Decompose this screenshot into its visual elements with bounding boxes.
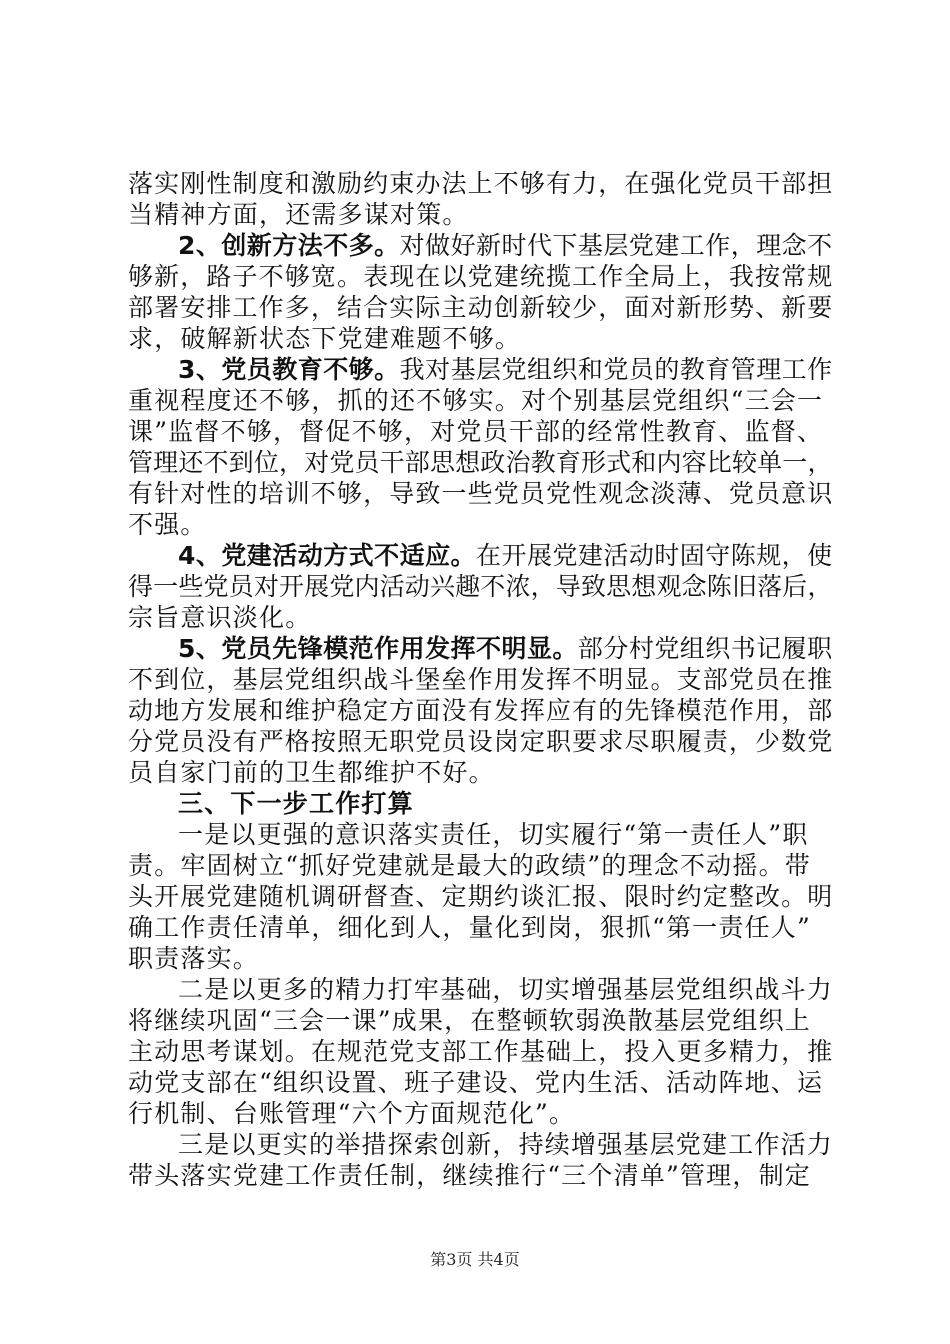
paragraph-line — [128, 943, 833, 974]
paragraph-line — [128, 1098, 833, 1129]
paragraph-line — [128, 447, 833, 478]
paragraph-text: 动党支部在“组织设置、班子建设、党内生活、活动阵地、运 — [128, 1068, 824, 1097]
paragraph-text: 落实刚性制度和激励约束办法上不够有力，在强化党员干部担 — [128, 169, 834, 198]
paragraph-text: 带头落实党建工作责任制，继续推行“三个清单”管理，制定 — [128, 1161, 811, 1190]
paragraph-line — [128, 695, 833, 726]
paragraph-line — [128, 664, 833, 695]
paragraph-line — [128, 912, 833, 943]
paragraph-text: 不强。 — [128, 510, 207, 539]
paragraph-text: 确工作责任清单，细化到人，量化到岗，狠抓“第一责任人” — [128, 913, 811, 942]
paragraph-line — [128, 199, 833, 230]
paragraph-line — [128, 1129, 833, 1160]
paragraph-line — [128, 323, 833, 354]
paragraph-text: 我对基层党组织和党员的教育管理工作 — [399, 355, 833, 384]
paragraph-line — [128, 819, 833, 850]
paragraph-line — [128, 385, 833, 416]
paragraph-text: 三是以更实的举措探索创新，持续增强基层党建工作活力 — [178, 1130, 834, 1159]
paragraph-line — [128, 540, 833, 571]
paragraph-line — [128, 354, 833, 385]
paragraph-text: 在开展党建活动时固守陈规，使 — [476, 541, 833, 570]
paragraph-line — [128, 881, 833, 912]
paragraph-line — [128, 633, 833, 664]
paragraph-text: 责。牢固树立“抓好党建就是最大的政绩”的理念不动摇。带 — [128, 851, 811, 880]
paragraph-line — [128, 261, 833, 292]
paragraph-line — [128, 509, 833, 540]
paragraph-text: 主动思考谋划。在规范党支部工作基础上，投入更多精力，推 — [128, 1037, 834, 1066]
paragraph-text: 分党员没有严格按照无职党员设岗定职要求尽职履责，少数党 — [128, 727, 834, 756]
paragraph-text: 动地方发展和维护稳定方面没有发挥应有的先锋模范作用，部 — [128, 696, 834, 725]
paragraph-line — [128, 571, 833, 602]
paragraph-text: 有针对性的培训不够，导致一些党员党性观念淡薄、党员意识 — [128, 479, 834, 508]
paragraph-line — [128, 1160, 833, 1191]
paragraph-line — [128, 1067, 833, 1098]
paragraph-text: 员自家门前的卫生都维护不好。 — [128, 758, 495, 787]
paragraph-text: 够新，路子不够宽。表现在以党建统揽工作全局上，我按常规 — [128, 262, 834, 291]
paragraph-text: 宗旨意识淡化。 — [128, 603, 312, 632]
paragraph-text: 二是以更多的精力打牢基础，切实增强基层党组织战斗力 — [178, 975, 834, 1004]
paragraph-text: 一是以更强的意识落实责任，切实履行“第一责任人”职 — [178, 820, 809, 849]
paragraph-line — [128, 168, 833, 199]
paragraph-text: 部署安排工作多，结合实际主动创新较少，面对新形势、新要 — [128, 293, 834, 322]
paragraph-text: 课”监督不够，督促不够，对党员干部的经常性教育、监督、 — [128, 417, 824, 446]
paragraph-line — [128, 757, 833, 788]
paragraph-line — [128, 850, 833, 881]
paragraph-text: 职责落实。 — [128, 944, 260, 973]
paragraph-line — [128, 726, 833, 757]
paragraph-text: 部分村党组织书记履职 — [577, 634, 833, 663]
paragraph-lead: 3、党员教育不够。 — [178, 355, 400, 384]
paragraph-lead: 4、党建活动方式不适应。 — [178, 541, 477, 570]
document-body — [128, 168, 833, 1191]
paragraph-text: 求，破解新状态下党建难题不够。 — [128, 324, 522, 353]
paragraph-line — [128, 478, 833, 509]
page-footer: 第3页 共4页 — [430, 1250, 520, 1269]
paragraph-text: 不到位，基层党组织战斗堡垒作用发挥不明显。支部党员在推 — [128, 665, 834, 694]
paragraph-lead: 5、党员先锋模范作用发挥不明显。 — [178, 634, 578, 663]
paragraph-text: 得一些党员对开展党内活动兴趣不浓，导致思想观念陈旧落后， — [128, 572, 833, 601]
paragraph-line — [128, 974, 833, 1005]
section-heading: 三、下一步工作打算 — [178, 789, 414, 818]
paragraph-text: 行机制、台账管理“六个方面规范化”。 — [128, 1099, 576, 1128]
paragraph-line — [128, 1005, 833, 1036]
paragraph-text: 重视程度还不够，抓的还不够实。对个别基层党组织“三会一 — [128, 386, 824, 415]
paragraph-line — [128, 292, 833, 323]
paragraph-line — [128, 1036, 833, 1067]
paragraph-text: 管理还不到位，对党员干部思想政治教育形式和内容比较单一， — [128, 448, 833, 477]
paragraph-text: 头开展党建随机调研督查、定期约谈汇报、限时约定整改。明 — [128, 882, 834, 911]
paragraph-line — [128, 416, 833, 447]
paragraph-text: 对做好新时代下基层党建工作，理念不 — [399, 231, 833, 260]
paragraph-text: 将继续巩固“三会一课”成果，在整顿软弱涣散基层党组织上 — [128, 1006, 811, 1035]
paragraph-line — [128, 230, 833, 261]
paragraph-lead: 2、创新方法不多。 — [178, 231, 400, 260]
paragraph-text: 当精神方面，还需多谋对策。 — [128, 200, 469, 229]
paragraph-line — [128, 602, 833, 633]
